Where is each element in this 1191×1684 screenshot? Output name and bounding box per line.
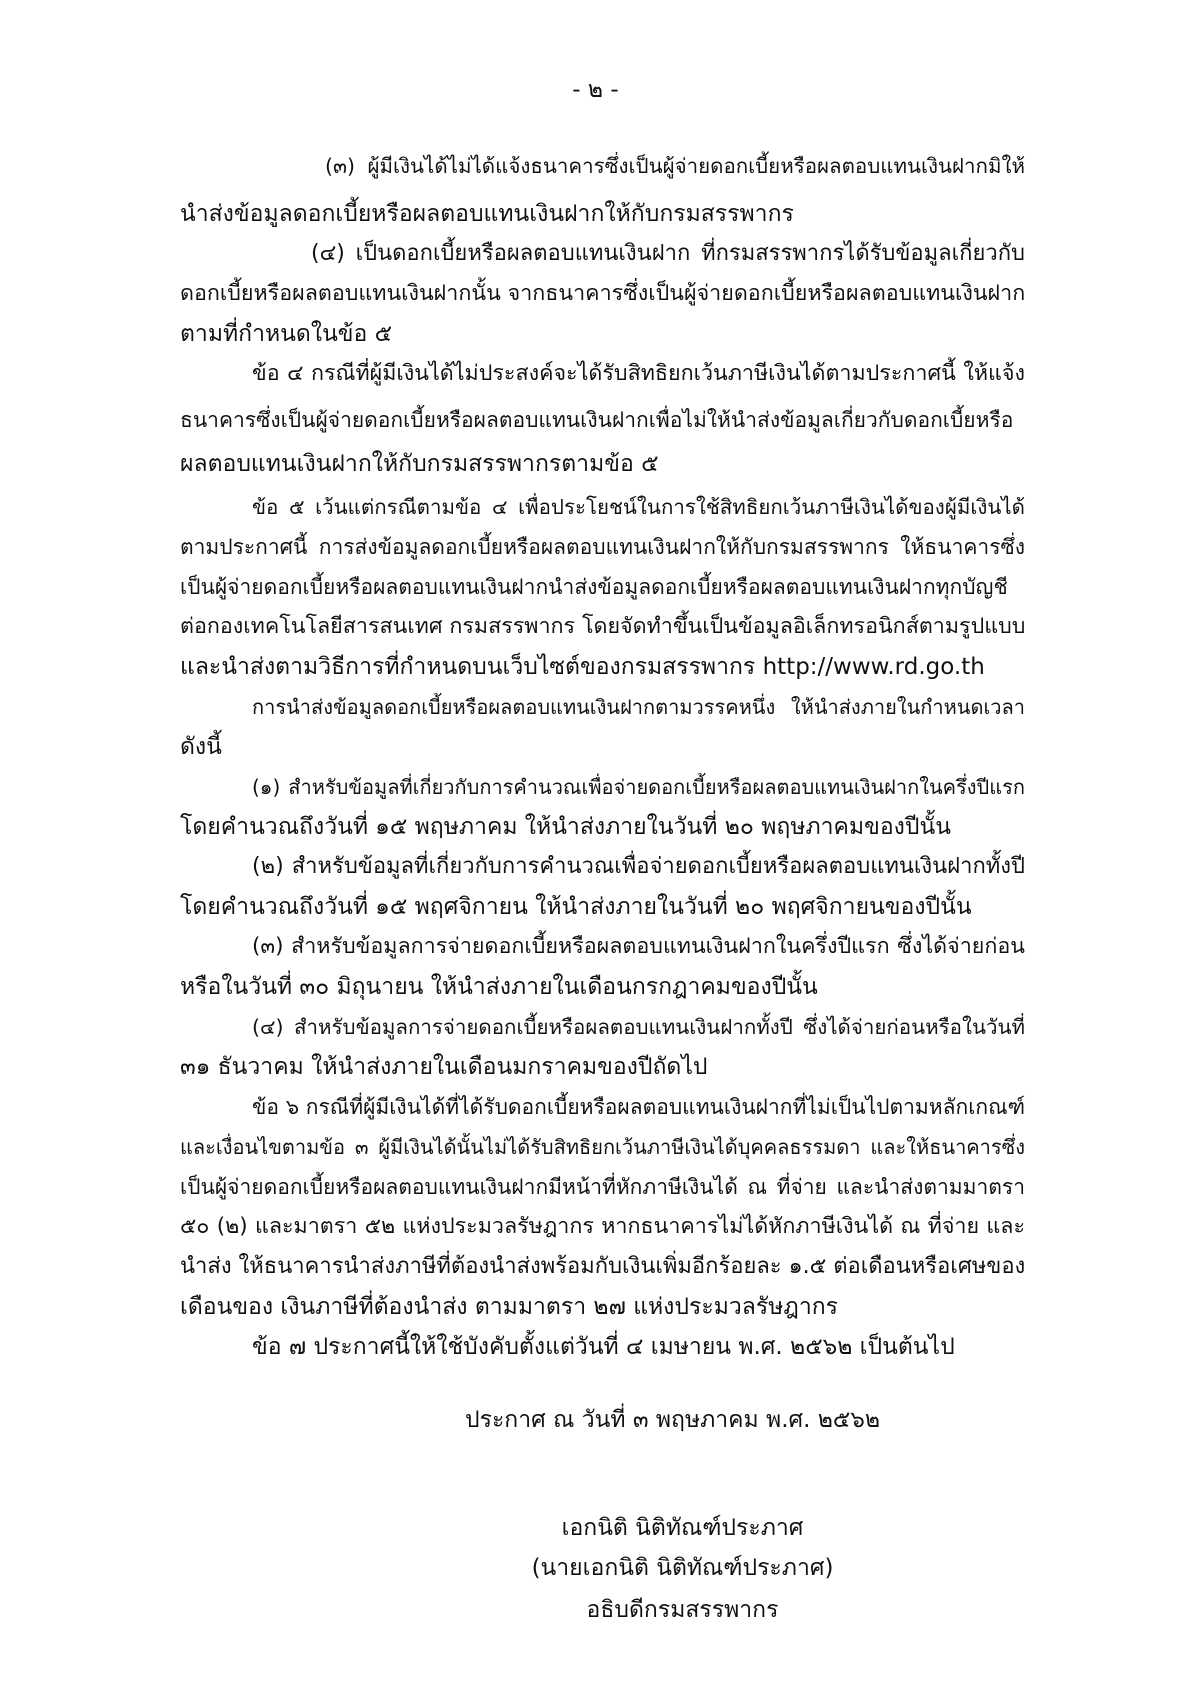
text-line: ๕๐ (๒) และมาตรา ๕๒ แห่งประมวลรัษฎากร หากธนาคารไม่ได้หักภาษีเงินได้ ณ ที่จ่าย และ <box>180 1214 1025 1239</box>
text-line: และเงื่อนไขตามข้อ ๓ ผู้มีเงินได้นั้นไม่ได้รับสิทธิยกเว้นภาษีเงินได้บุคคลธรรมดา และให้ธนาคารซึ่ง <box>180 1135 1025 1159</box>
text-line: ตามที่กำหนดในข้อ ๕ <box>180 321 393 347</box>
text-line: ธนาคารซึ่งเป็นผู้จ่ายดอกเบี้ยหรือผลตอบแทนเงินฝากเพื่อไม่ให้นำส่งข้อมูลเกี่ยวกับดอกเบี้ยหรือ <box>180 408 1014 432</box>
text-line: ข้อ ๖ กรณีที่ผู้มีเงินได้ที่ได้รับดอกเบี้ยหรือผลตอบแทนเงินฝากที่ไม่เป็นไปตามหลักเกณฑ์ <box>252 1095 1025 1119</box>
text-line: ข้อ ๕ เว้นแต่กรณีตามข้อ ๔ เพื่อประโยชน์ในการใช้สิทธิยกเว้นภาษีเงินได้ของผู้มีเงินได้ <box>252 495 1025 519</box>
text-line: ตามประกาศนี้ การส่งข้อมูลดอกเบี้ยหรือผลตอบแทนเงินฝากให้กับกรมสรรพากร ให้ธนาคารซึ่ง <box>180 535 1025 559</box>
text-line: เป็นผู้จ่ายดอกเบี้ยหรือผลตอบแทนเงินฝากมีหน้าที่หักภาษีเงินได้ ณ ที่จ่าย และนำส่งตามมาตรา <box>180 1175 1025 1199</box>
text-line: เดือนของ เงินภาษีที่ต้องนำส่ง ตามมาตรา ๒๗ แห่งประมวลรัษฎากร <box>180 1294 839 1320</box>
text-line: โดยคำนวณถึงวันที่ ๑๕ พฤษภาคม ให้นำส่งภายในวันที่ ๒๐ พฤษภาคมของปีนั้น <box>180 814 951 840</box>
text-line: (๓) ผู้มีเงินได้ไม่ได้แจ้งธนาคารซึ่งเป็นผู้จ่ายดอกเบี้ยหรือผลตอบแทนเงินฝากมิให้ <box>325 154 1025 178</box>
text-line: ข้อ ๗ ประกาศนี้ให้ใช้บังคับตั้งแต่วันที่ ๔ เมษายน พ.ศ. ๒๕๖๒ เป็นต้นไป <box>252 1334 955 1360</box>
text-line: (๒) สำหรับข้อมูลที่เกี่ยวกับการคำนวณเพื่อจ่ายดอกเบี้ยหรือผลตอบแทนเงินฝากทั้งปี <box>252 854 1025 879</box>
text-line: ต่อกองเทคโนโลยีสารสนเทศ กรมสรรพากร โดยจัดทำขึ้นเป็นข้อมูลอิเล็กทรอนิกส์ตามรูปแบบ <box>180 614 1026 639</box>
signature-name: เอกนิติ นิติทัณฑ์ประภาศ <box>561 1515 804 1541</box>
text-line: ดังนี้ <box>180 734 222 760</box>
text-line: (๔) สำหรับข้อมูลการจ่ายดอกเบี้ยหรือผลตอบแทนเงินฝากทั้งปี ซึ่งได้จ่ายก่อนหรือในวันที่ <box>252 1015 1025 1039</box>
text-line: เป็นผู้จ่ายดอกเบี้ยหรือผลตอบแทนเงินฝากนำส่งข้อมูลดอกเบี้ยหรือผลตอบแทนเงินฝากทุกบัญชี <box>180 575 1008 599</box>
text-line: และนำส่งตามวิธีการที่กำหนดบนเว็บไซต์ของกรมสรรพากร http://www.rd.go.th <box>180 654 985 680</box>
text-line: ๓๑ ธันวาคม ให้นำส่งภายในเดือนมกราคมของปีถัดไป <box>180 1054 708 1080</box>
text-line: (๓) สำหรับข้อมูลการจ่ายดอกเบี้ยหรือผลตอบแทนเงินฝากในครึ่งปีแรก ซึ่งได้จ่ายก่อน <box>252 934 1025 959</box>
text-line: การนำส่งข้อมูลดอกเบี้ยหรือผลตอบแทนเงินฝากตามวรรคหนึ่ง ให้นำส่งภายในกำหนดเวลา <box>252 695 1025 719</box>
text-line: (๔) เป็นดอกเบี้ยหรือผลตอบแทนเงินฝาก ที่กรมสรรพากรได้รับข้อมูลเกี่ยวกับ <box>311 241 1025 266</box>
page-number: - ๒ - <box>572 77 619 103</box>
text-line: (๑) สำหรับข้อมูลที่เกี่ยวกับการคำนวณเพื่อจ่ายดอกเบี้ยหรือผลตอบแทนเงินฝากในครึ่งปีแรก <box>252 775 1025 799</box>
text-line: โดยคำนวณถึงวันที่ ๑๕ พฤศจิกายน ให้นำส่งภายในวันที่ ๒๐ พฤศจิกายนของปีนั้น <box>180 894 972 920</box>
text-line: ข้อ ๔ กรณีที่ผู้มีเงินได้ไม่ประสงค์จะได้รับสิทธิยกเว้นภาษีเงินได้ตามประกาศนี้ ให้แจ้ง <box>252 361 1025 386</box>
signature-full-name: (นายเอกนิติ นิติทัณฑ์ประภาศ) <box>531 1555 834 1581</box>
text-line: ผลตอบแทนเงินฝากให้กับกรมสรรพากรตามข้อ ๕ <box>180 451 659 477</box>
signature-title: อธิบดีกรมสรรพากร <box>586 1597 779 1623</box>
text-line: ดอกเบี้ยหรือผลตอบแทนเงินฝากนั้น จากธนาคารซึ่งเป็นผู้จ่ายดอกเบี้ยหรือผลตอบแทนเงินฝาก <box>180 281 1026 306</box>
text-line: หรือในวันที่ ๓๐ มิถุนายน ให้นำส่งภายในเดือนกรกฎาคมของปีนั้น <box>180 974 818 1000</box>
text-line: นำส่ง ให้ธนาคารนำส่งภาษีที่ต้องนำส่งพร้อมกับเงินเพิ่มอีกร้อยละ ๑.๕ ต่อเดือนหรือเศษของ <box>180 1254 1026 1279</box>
announcement-date: ประกาศ ณ วันที่ ๓ พฤษภาคม พ.ศ. ๒๕๖๒ <box>465 1407 881 1433</box>
text-line: นำส่งข้อมูลดอกเบี้ยหรือผลตอบแทนเงินฝากให้กับกรมสรรพากร <box>180 201 794 227</box>
